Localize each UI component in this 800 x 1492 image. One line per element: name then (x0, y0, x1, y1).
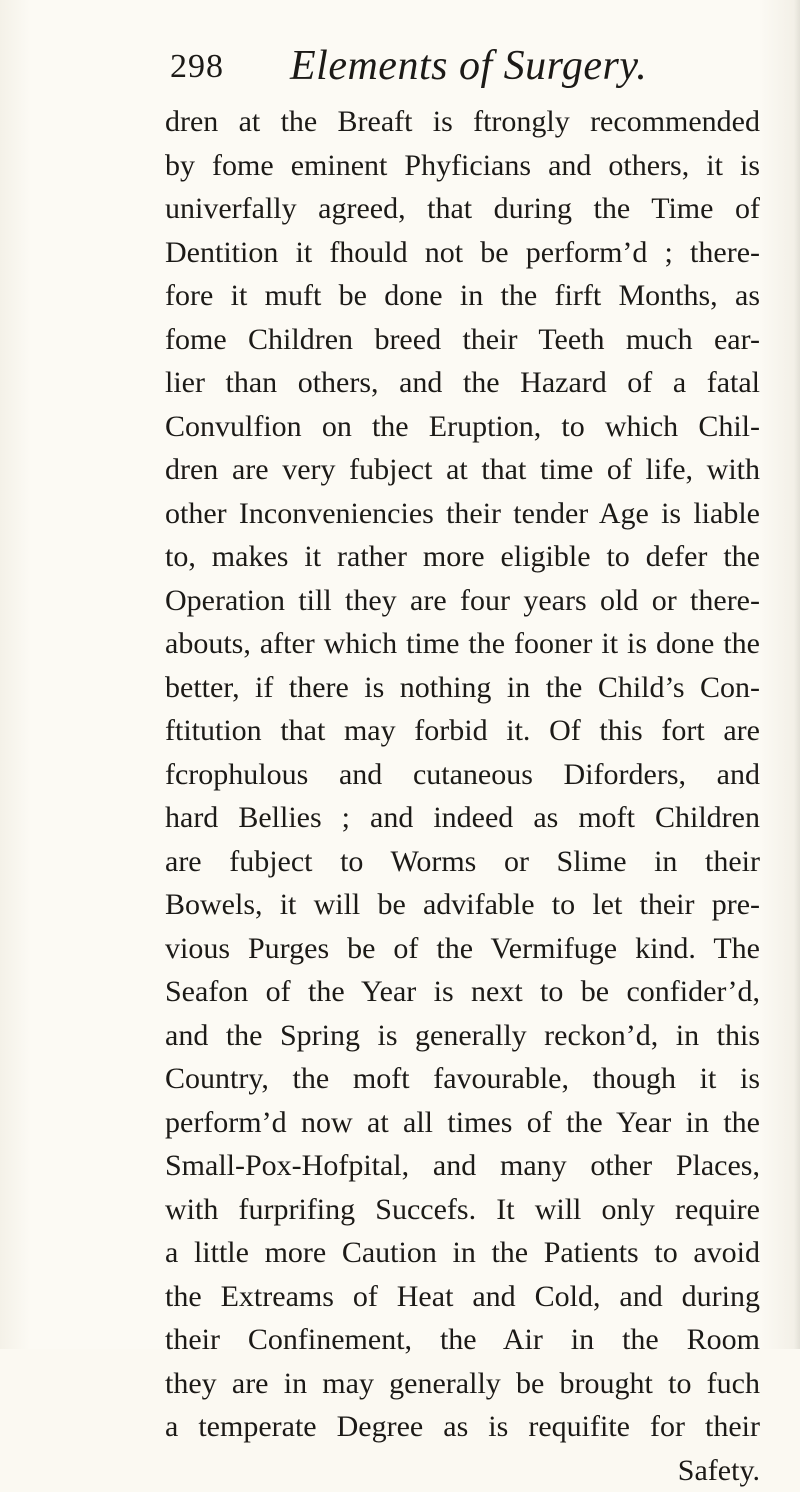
text-line: fcrophulous and cutaneous Diforders, and (165, 753, 760, 797)
text-line: fore it muft be done in the firft Months, as (165, 274, 760, 318)
text-line: abouts, after which time the fooner it is done the (165, 622, 760, 666)
text-line: vious Purges be of the Vermifuge kind. The (165, 927, 760, 971)
text-line: univerfally agreed, that during the Time of (165, 187, 760, 231)
text-line: and the Spring is generally reckon’d, in this (165, 1014, 760, 1058)
text-line: Country, the moft favourable, though it is (165, 1057, 760, 1101)
text-line: Convulfion on the Eruption, to which Chil- (165, 405, 760, 449)
text-line: to, makes it rather more eligible to defer the (165, 535, 760, 579)
text-line: Dentition it fhould not be perform’d ; there- (165, 231, 760, 275)
page-number: 298 (170, 48, 224, 86)
text-line: their Confinement, the Air in the Room (165, 1318, 760, 1362)
text-line: Small-Pox-Hofpital, and many other Places, (165, 1144, 760, 1188)
text-line: Bowels, it will be advifable to let their pre- (165, 883, 760, 927)
page-fold-shadow (794, 0, 800, 1349)
text-line: with furprifing Succefs. It will only require (165, 1188, 760, 1232)
text-line: they are in may generally be brought to fuch (165, 1362, 760, 1406)
text-line: a temperate Degree as is requifite for their (165, 1405, 760, 1449)
text-line: perform’d now at all times of the Year in the (165, 1101, 760, 1145)
text-line: by fome eminent Phyficians and others, it is (165, 144, 760, 188)
page-header (170, 42, 730, 94)
text-line: a little more Caution in the Patients to avoid (165, 1231, 760, 1275)
text-line: the Extreams of Heat and Cold, and during (165, 1275, 760, 1319)
body-text (165, 100, 760, 1492)
text-line: dren are very fubject at that time of life, with (165, 448, 760, 492)
text-line: lier than others, and the Hazard of a fatal (165, 361, 760, 405)
text-line: are fubject to Worms or Slime in their (165, 840, 760, 884)
text-line: hard Bellies ; and indeed as moft Children (165, 796, 760, 840)
text-line: ftitution that may forbid it. Of this fort are (165, 709, 760, 753)
text-line: Operation till they are four years old or there- (165, 579, 760, 623)
text-line: better, if there is nothing in the Child’s Con- (165, 666, 760, 710)
running-title: Elements of Surgery. (290, 42, 647, 90)
text-line: Seafon of the Year is next to be confider’d, (165, 970, 760, 1014)
text-line: other Inconveniencies their tender Age is liable (165, 492, 760, 536)
text-line-final: Safety. (165, 1449, 760, 1492)
text-line: fome Children breed their Teeth much ear- (165, 318, 760, 362)
text-line: dren at the Breaft is ftrongly recommended (165, 100, 760, 144)
